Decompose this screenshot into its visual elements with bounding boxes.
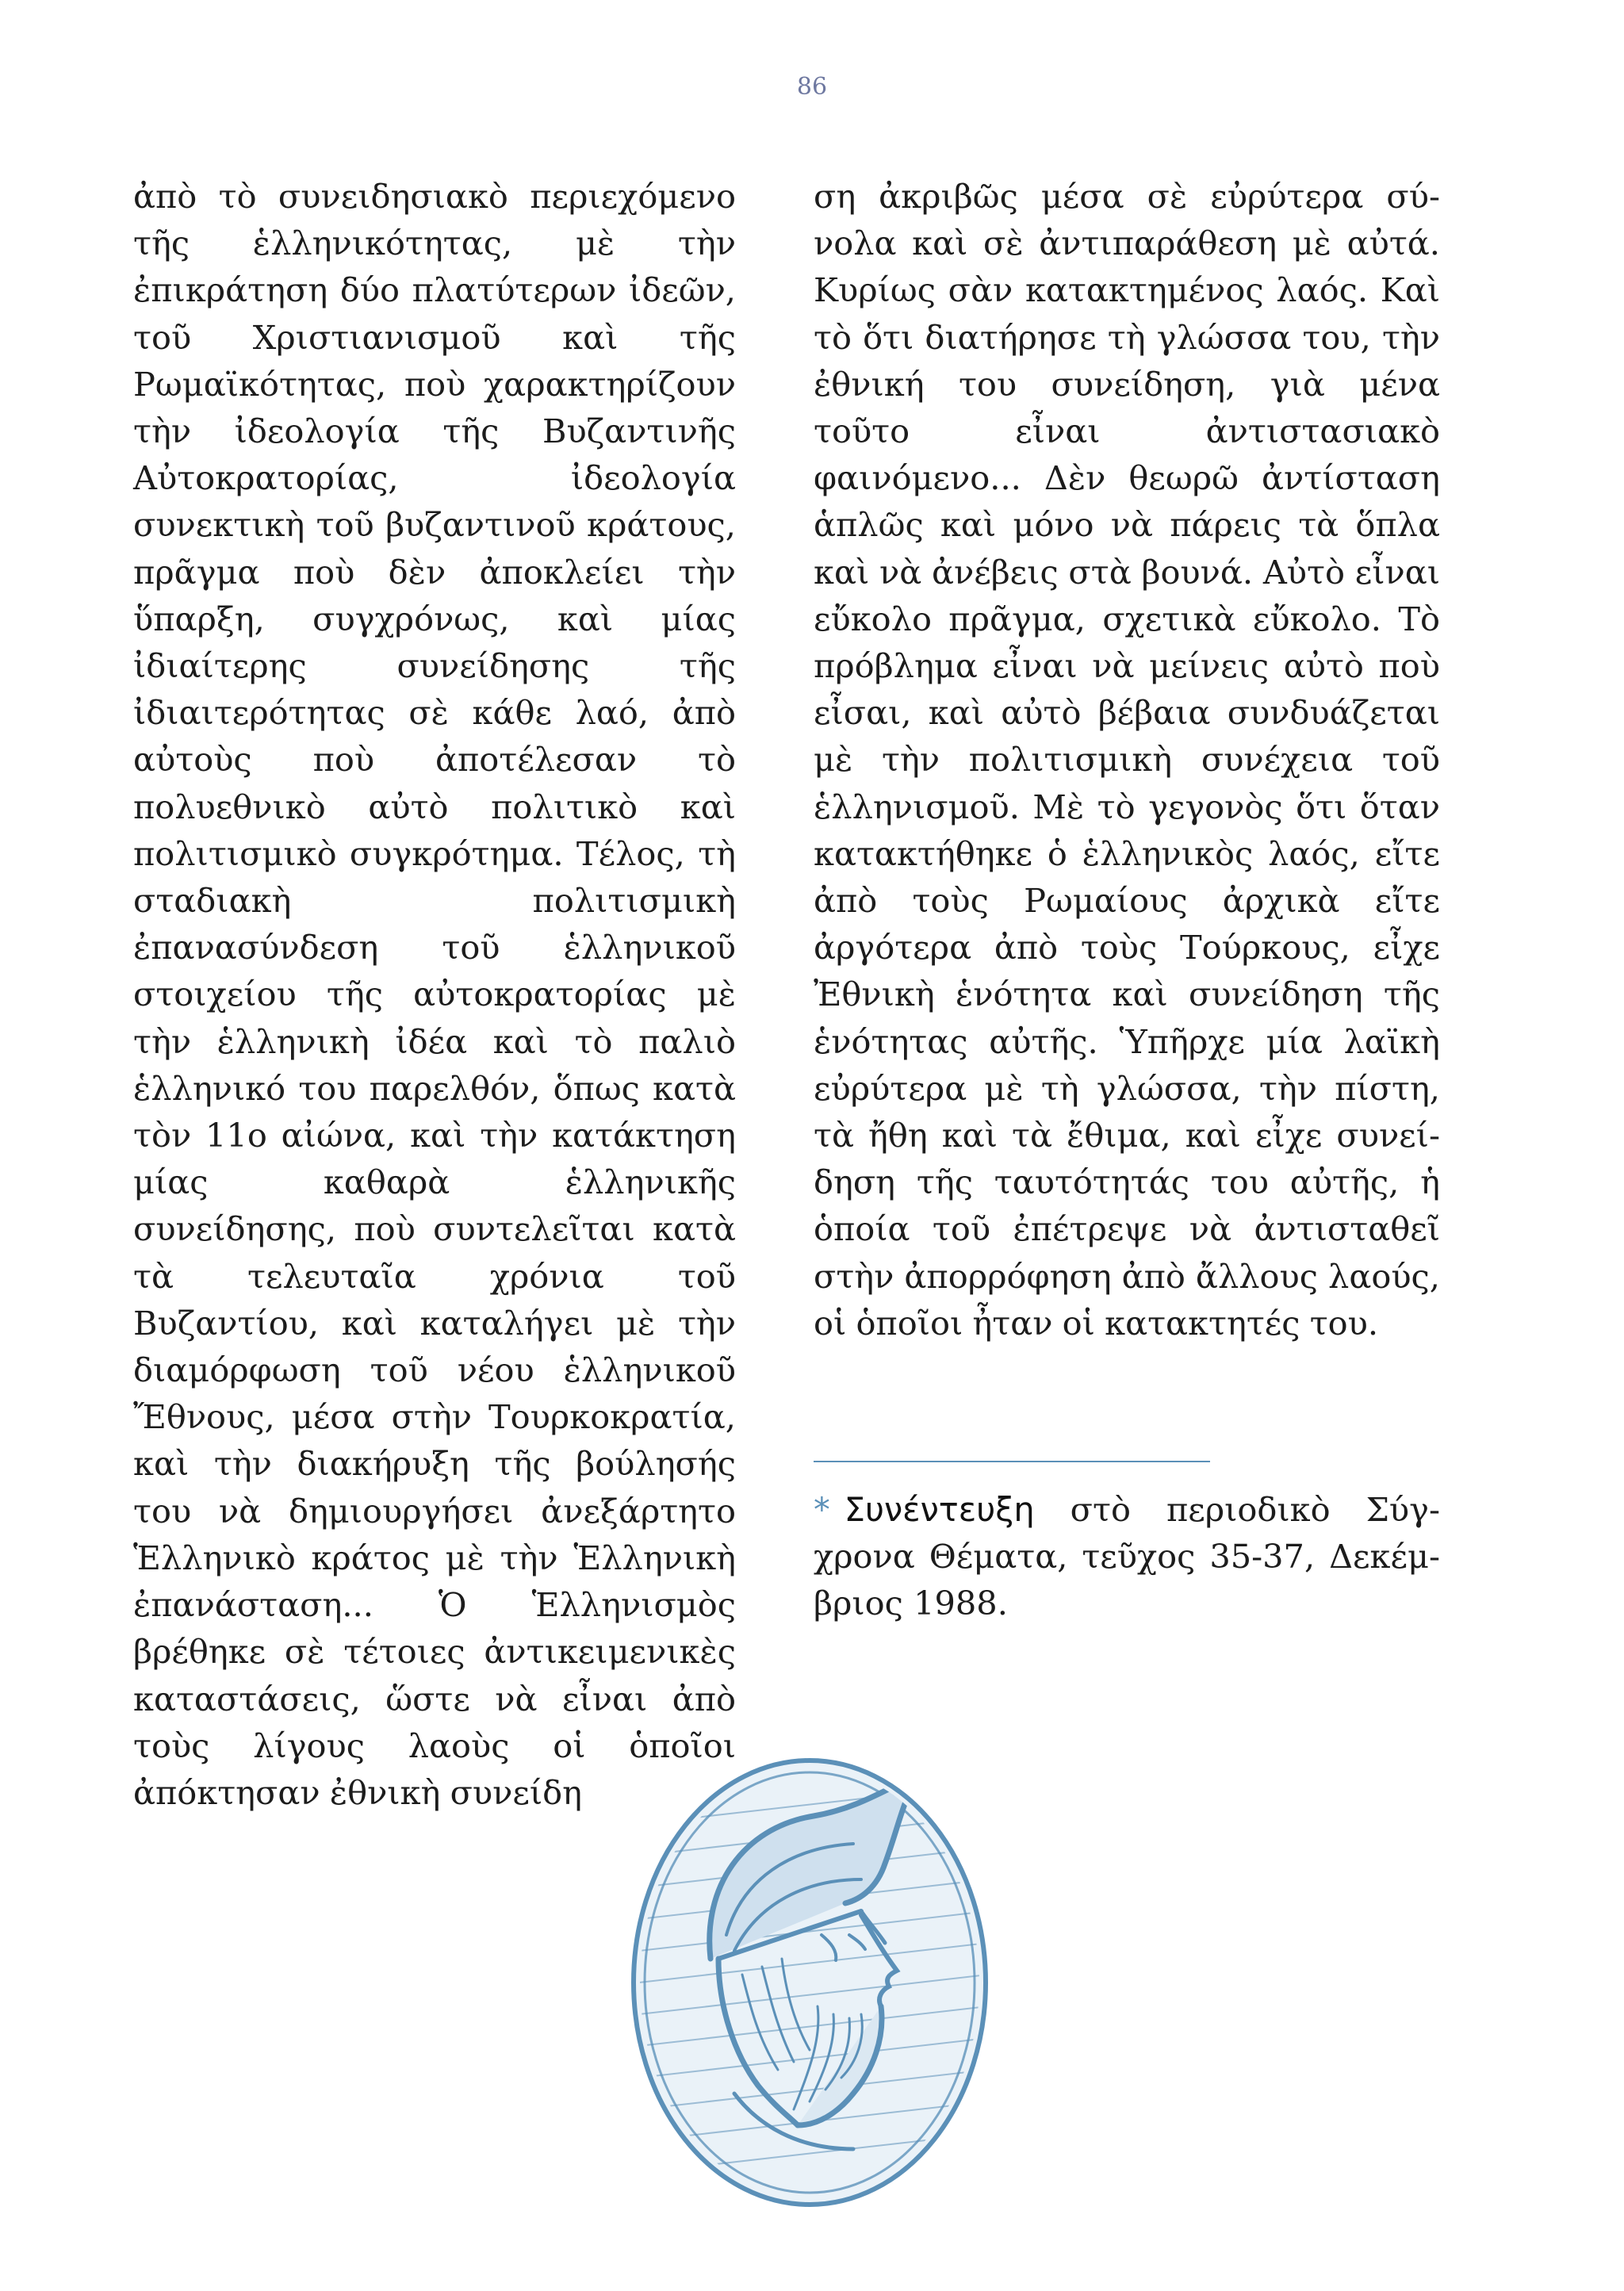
right-text-column (814, 173, 1440, 1347)
page-number: 86 (796, 73, 828, 101)
footnote (814, 1486, 1440, 1627)
right-column-paragraph: ση ἀκριβῶς μέσα σὲ εὐρύτερα σύνολα καὶ σὲ ἀντιπαράθεση μὲ αὐτά. Κυρίως σὰν κατακτημένος λαός. Καὶ τὸ ὅτι διατήρησε τὴ γλώσσα του, τὴν ἐθνική του συνείδηση, γιὰ μένα τοῦτο εἶναι ἀντιστασιακὸ φαινόμενο... Δὲν θεωρῶ ἀντίσταση ἁπλῶς καὶ μόνο νὰ πάρεις τὰ ὅπλα καὶ νὰ ἀνέβεις στὰ βουνά. Αὐτὸ εἶναι εὔκολο πρᾶγμα, σχετικὰ εὔκολο. Τὸ πρόβλημα εἶναι νὰ μείνεις αὐτὸ ποὺ εἶσαι, καὶ αὐτὸ βέβαια συνδυάζεται μὲ τὴν πολιτισμικὴ συνέχεια τοῦ ἑλληνισμοῦ. Μὲ τὸ γεγονὸς ὅτι ὅταν κατακτήθηκε ὁ ἑλληνικὸς λαός, εἴτε ἀπὸ τοὺς Ρωμαίους ἀρχικὰ εἴτε ἀργότερα ἀπὸ τοὺς Τούρκους, εἶχε Ἐθνικὴ ἑνότητα καὶ συνείδηση τῆς ἑνότητας αὐτῆς. Ὑπῆρχε μία λαϊκὴ εὐρύτερα μὲ τὴ γλώσσα, τὴν πίστη, τὰ ἤθη καὶ τὰ ἔθιμα, καὶ εἶχε συνείδηση τῆς ταυτότητάς του αὐτῆς, ἡ ὁποία τοῦ ἐπέτρεψε νὰ ἀντισταθεῖ στὴν ἀπορρόφηση ἀπὸ ἄλλους λαούς, οἱ ὁποῖοι ἦταν οἱ κατακτητές του. (814, 177, 1440, 1343)
footnote-divider (814, 1461, 1210, 1462)
footnote-title: Συνέντευξη (844, 1490, 1035, 1529)
left-column-paragraph: ἀπὸ τὸ συνειδησιακὸ περιεχόμενο τῆς ἑλληνικότητας, μὲ τὴν ἐπικράτηση δύο πλατύτερων ἰδεῶν, τοῦ Χριστιανισμοῦ καὶ τῆς Ρωμαϊκότητας, ποὺ χαρακτηρίζουν τὴν ἰδεολογία τῆς Βυζαντινῆς Αὐτοκρατορίας, ἰδεολογία συνεκτικὴ τοῦ βυζαντινοῦ κράτους, πρᾶγμα ποὺ δὲν ἀποκλείει τὴν ὕπαρξη, συγχρόνως, καὶ μίας ἰδιαίτερης συνείδησης τῆς ἰδιαιτερότητας σὲ κάθε λαό, ἀπὸ αὐτοὺς ποὺ ἀποτέλεσαν τὸ πολυεθνικὸ αὐτὸ πολιτικὸ καὶ πολιτισμικὸ συγκρότημα. Τέλος, τὴ σταδιακὴ πολιτισμικὴ ἐπανασύνδεση τοῦ ἑλληνικοῦ στοιχείου τῆς αὐτοκρατορίας μὲ τὴν ἑλληνικὴ ἰδέα καὶ τὸ παλιὸ ἑλληνικό του παρελθόν, ὅπως κατὰ τὸν 11ο αἰώνα, καὶ τὴν κατάκτηση μίας καθαρὰ ἑλληνικῆς συνείδησης, ποὺ συντελεῖται κατὰ τὰ τελευταῖα χρόνια τοῦ Βυζαντίου, καὶ καταλήγει μὲ τὴν διαμόρφωση τοῦ νέου ἑλληνικοῦ Ἔθνους, μέσα στὴν Τουρκοκρατία, καὶ τὴν διακήρυξη τῆς βούλησής του νὰ δημιουργήσει ἀνεξάρτητο Ἑλληνικὸ κράτος μὲ τὴν Ἑλληνικὴ ἐπανάσταση... Ὁ Ἑλληνισμὸς βρέθηκε σὲ τέτοιες ἀντικειμενικὲς καταστάσεις, ὥστε νὰ εἶναι ἀπὸ τοὺς λίγους λαοὺς οἱ ὁποῖοι ἀπόκτησαν ἐθνικὴ συνείδη (133, 177, 736, 1812)
helmeted-head-medallion-icon (623, 1753, 996, 2212)
footnote-text: στὸ περιοδικὸ Σύγχρονα Θέματα, τεῦχος 35-37, Δεκέμβριος 1988. (814, 1490, 1440, 1623)
footnote-marker: * (814, 1490, 830, 1529)
left-text-column (133, 173, 736, 1816)
